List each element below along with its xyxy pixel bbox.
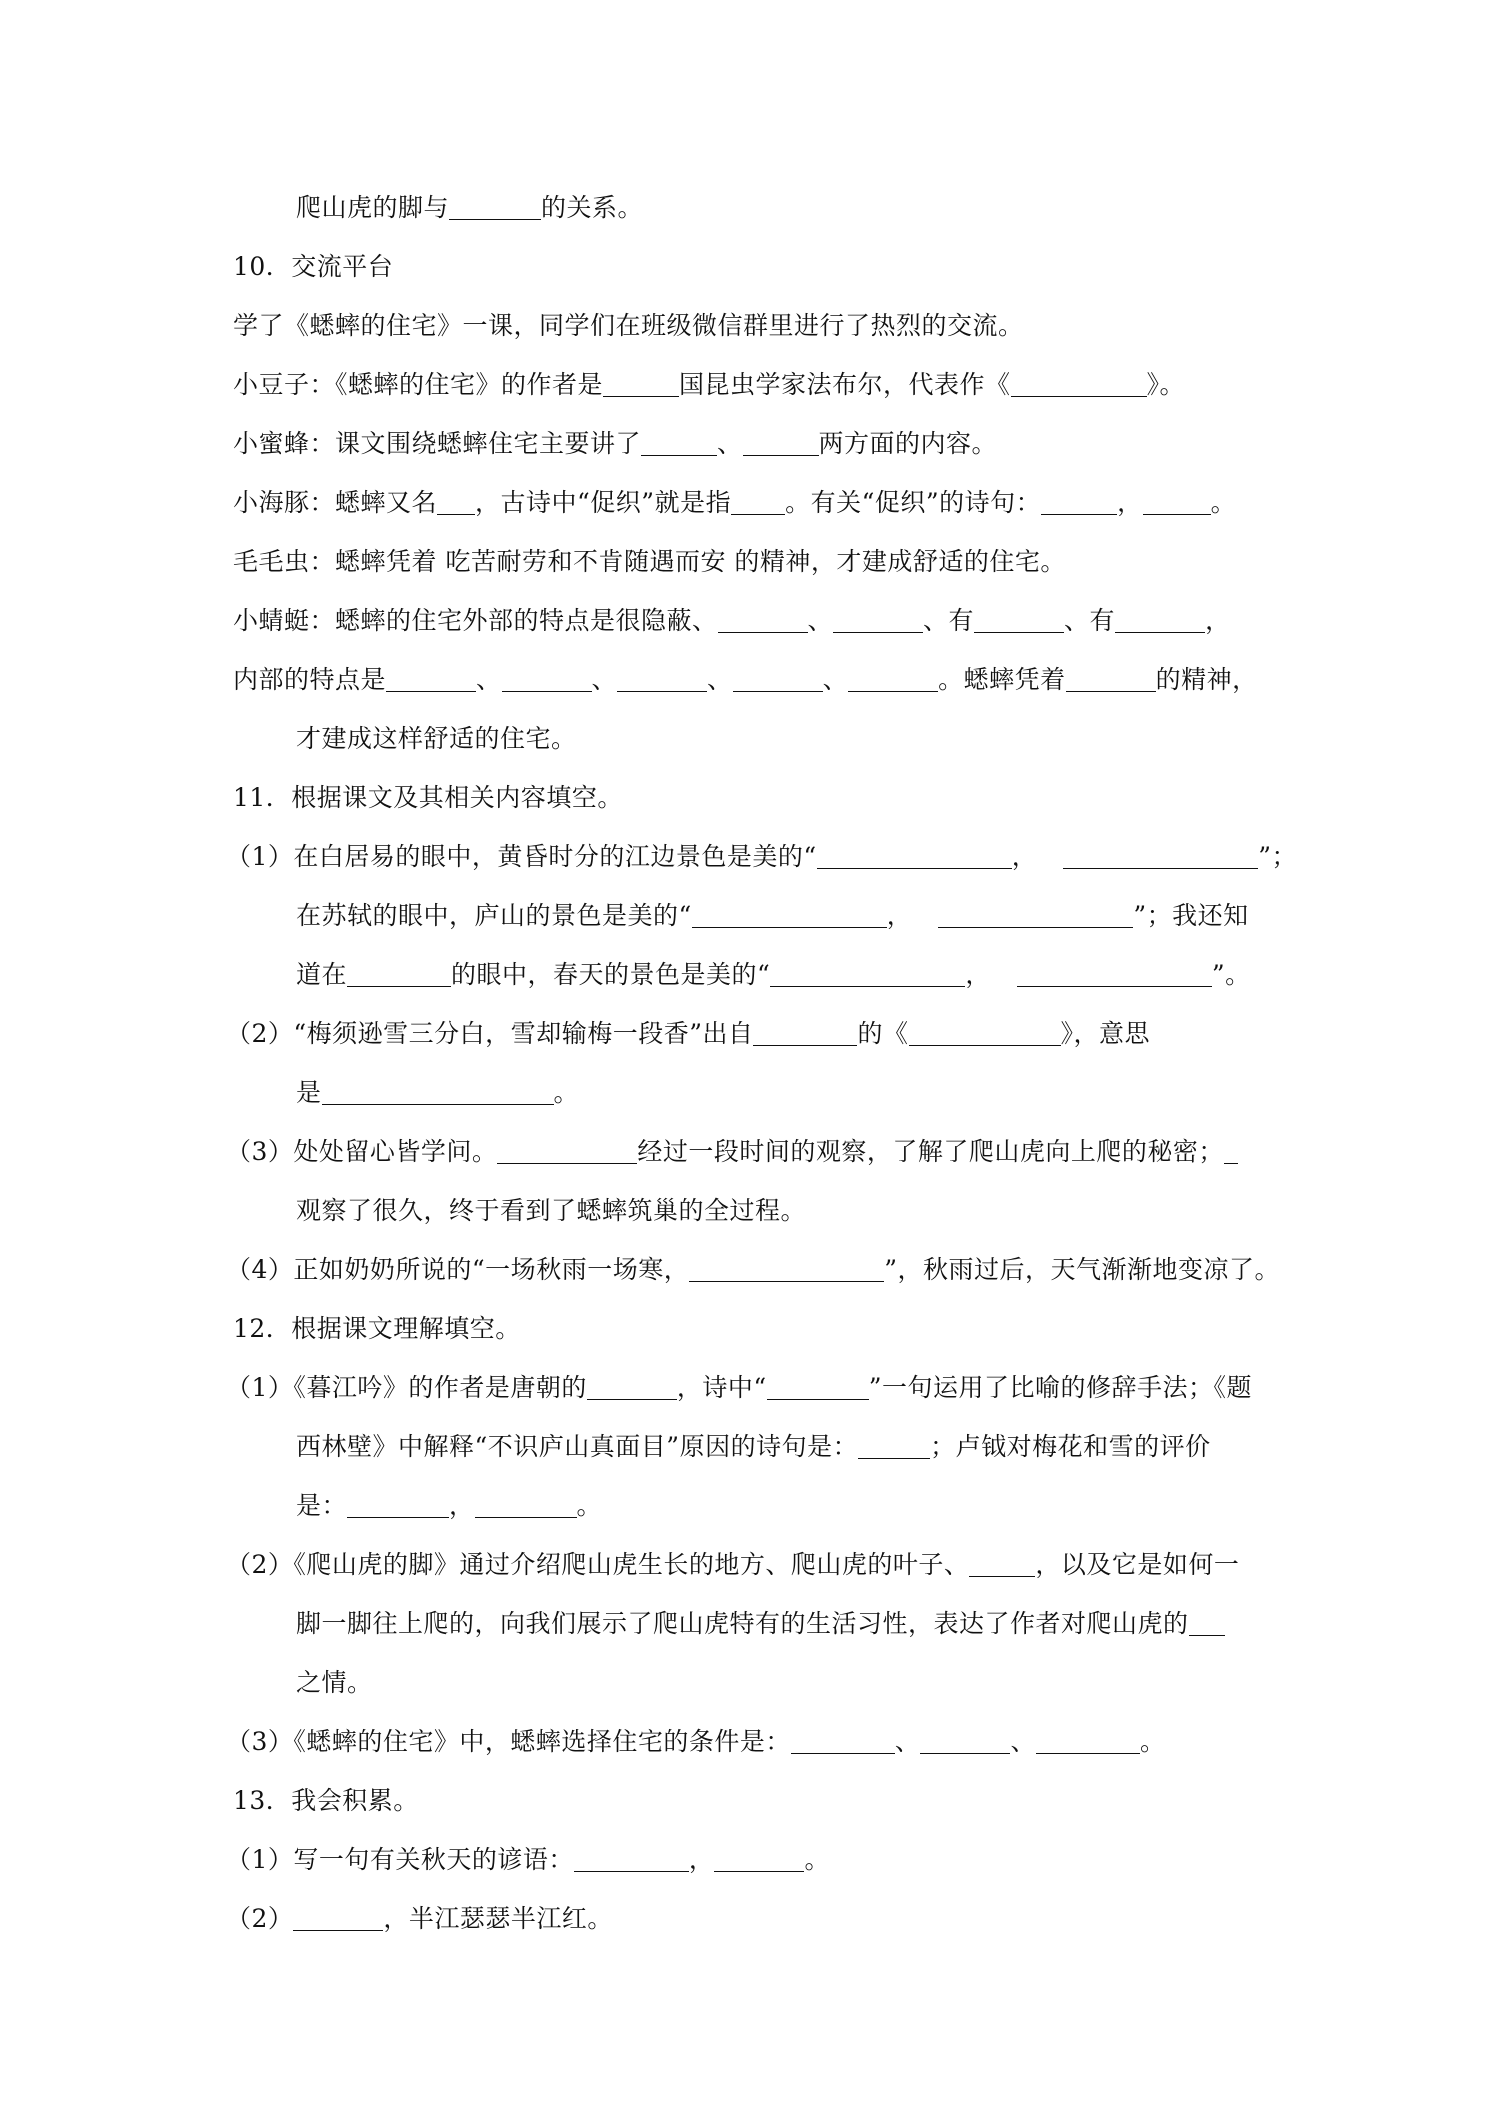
text: 两方面的内容。 (818, 429, 998, 458)
text-line (296, 896, 1278, 936)
text: ，古诗中“促织”就是指 (475, 488, 732, 517)
text: （1）《暮江吟》的作者是唐朝的 (226, 1373, 587, 1402)
text: ；卢钺对梅花和雪的评价 (930, 1432, 1211, 1461)
text-line: 观察了很久，终于看到了蟋蟀筑巢的全过程。 (296, 1196, 807, 1225)
blank[interactable] (449, 191, 541, 220)
text: （2） (226, 1904, 294, 1933)
text: 的眼中，春天的景色是美的“ (451, 960, 771, 989)
blank[interactable] (1041, 486, 1117, 515)
text: （1）在白居易的眼中，黄昏时分的江边景色是美的“ (226, 842, 817, 871)
text: 是： (296, 1491, 348, 1520)
text: 小蜻蜓：蟋蟀的住宅外部的特点是很隐蔽、 (233, 606, 718, 635)
blank[interactable] (767, 1371, 869, 1400)
text: 、 (822, 665, 849, 694)
blank[interactable] (974, 604, 1064, 633)
text: ， (449, 1491, 475, 1520)
blank[interactable] (347, 1489, 449, 1518)
blank[interactable] (938, 899, 1133, 928)
blank[interactable] (1224, 1135, 1238, 1164)
text: ，半江瑟瑟半江红。 (383, 1904, 613, 1933)
text: ”一句运用了比喻的修辞手法；《题 (868, 1373, 1252, 1402)
blank[interactable] (574, 1843, 689, 1872)
text: （2）《爬山虎的脚》通过介绍爬山虎生长的地方、爬山虎的叶子、 (226, 1550, 970, 1579)
text: 、 (707, 665, 733, 694)
text: 道在 (296, 960, 348, 989)
text: 、 (717, 429, 743, 458)
text: 是 (296, 1078, 322, 1107)
blank[interactable] (733, 663, 823, 692)
text-line (226, 837, 1297, 877)
question-13-title: 13．我会积累。 (233, 1786, 419, 1815)
text-line (296, 1604, 1278, 1644)
text-line (233, 424, 1278, 464)
text: 的精神， (1155, 665, 1258, 694)
text-line (233, 483, 1278, 523)
blank[interactable] (753, 1017, 857, 1046)
blank[interactable] (731, 486, 785, 515)
text-line (233, 601, 1278, 641)
text-line (296, 188, 1278, 228)
text: 。 (576, 1491, 603, 1520)
blank[interactable] (587, 1371, 677, 1400)
text-line (226, 1840, 1278, 1880)
text-line (226, 1132, 1278, 1172)
text: 。 (804, 1845, 830, 1874)
text-line (226, 1545, 1278, 1585)
text: ， (965, 960, 991, 989)
text: 小豆子：《蟋蟀的住宅》的作者是 (233, 370, 604, 399)
text-line (226, 1722, 1278, 1762)
blank[interactable] (1017, 958, 1212, 987)
blank[interactable] (1066, 663, 1156, 692)
text: ，诗中“ (676, 1373, 767, 1402)
text: ”，秋雨过后，天气渐渐地变凉了。 (884, 1255, 1280, 1284)
blank[interactable] (791, 1725, 895, 1754)
text: 小海豚：蟋蟀又名 (233, 488, 438, 517)
text: 》。 (1146, 370, 1186, 399)
text-line (226, 1899, 1278, 1939)
text-line (296, 955, 1278, 995)
blank[interactable] (322, 1076, 554, 1105)
text-line: 学了《蟋蟀的住宅》一课，同学们在班级微信群里进行了热烈的交流。 (233, 311, 1024, 340)
text: ， (1205, 606, 1231, 635)
text-line (226, 1250, 1278, 1290)
question-10-title: 10．交流平台 (233, 252, 394, 281)
text: ， (1011, 842, 1038, 871)
blank[interactable] (1115, 604, 1205, 633)
text: ，以及它是如何一 (1035, 1550, 1240, 1579)
blank[interactable] (502, 663, 592, 692)
blank[interactable] (1036, 1725, 1140, 1754)
text-line (226, 1014, 1278, 1054)
text-line (296, 1073, 1278, 1113)
text: （2）“梅须逊雪三分白，雪却输梅一段香”出自 (226, 1019, 754, 1048)
blank[interactable] (603, 368, 679, 397)
text: 。有关“促织”的诗句： (785, 488, 1042, 517)
text: 、有 (923, 606, 975, 635)
text: 、 (894, 1727, 921, 1756)
text: 。蟋蟀凭着 (938, 665, 1066, 694)
text: （3）处处留心皆学问。 (226, 1137, 498, 1166)
text-line: 之情。 (296, 1668, 373, 1697)
text: 。 (1139, 1727, 1166, 1756)
text: 、 (591, 665, 618, 694)
blank[interactable] (641, 427, 717, 456)
blank[interactable] (692, 899, 887, 928)
blank[interactable] (858, 1430, 930, 1459)
text-line (296, 1427, 1278, 1467)
question-12-title: 12．根据课文理解填空。 (233, 1314, 521, 1343)
blank[interactable] (969, 1548, 1035, 1577)
question-11-title: 11．根据课文及其相关内容填空。 (233, 783, 623, 812)
text-line: 毛毛虫：蟋蟀凭着 吃苦耐劳和不肯随遇而安 的精神，才建成舒适的住宅。 (233, 547, 1066, 576)
blank[interactable] (833, 604, 923, 633)
blank[interactable] (1189, 1607, 1225, 1636)
text: 小蜜蜂：课文围绕蟋蟀住宅主要讲了 (233, 429, 642, 458)
text: ， (688, 1845, 715, 1874)
text: （3）《蟋蟀的住宅》中，蟋蟀选择住宅的条件是： (226, 1727, 791, 1756)
blank[interactable] (293, 1902, 383, 1931)
text: ”；我还知 (1133, 901, 1249, 930)
text: ， (886, 901, 913, 930)
text: 。 (553, 1078, 580, 1107)
blank[interactable] (347, 958, 451, 987)
text: 的关系。 (541, 193, 644, 222)
text: ”。 (1211, 960, 1251, 989)
blank[interactable] (770, 958, 965, 987)
blank[interactable] (475, 1489, 577, 1518)
blank[interactable] (1143, 486, 1211, 515)
text-line (296, 1486, 1278, 1526)
blank[interactable] (689, 1253, 884, 1282)
blank[interactable] (718, 604, 808, 633)
blank[interactable] (743, 427, 819, 456)
text: 爬山虎的脚与 (296, 193, 450, 222)
text-line: 才建成这样舒适的住宅。 (296, 724, 577, 753)
blank[interactable] (497, 1135, 637, 1164)
blank[interactable] (920, 1725, 1010, 1754)
text-line (233, 660, 1278, 700)
text: 西林壁》中解释“不识庐山真面目”原因的诗句是： (296, 1432, 859, 1461)
text-line (226, 1368, 1278, 1408)
text: ， (1117, 488, 1143, 517)
text: 、有 (1064, 606, 1116, 635)
text: ”； (1258, 842, 1297, 871)
text: 经过一段时间的观察，了解了爬山虎向上爬的秘密； (637, 1137, 1224, 1166)
text: 、 (807, 606, 834, 635)
blank[interactable] (817, 840, 1012, 869)
blank[interactable] (714, 1843, 804, 1872)
blank[interactable] (437, 486, 475, 515)
blank[interactable] (617, 663, 707, 692)
text: （1）写一句有关秋天的谚语： (226, 1845, 574, 1874)
text: 、 (1010, 1727, 1036, 1756)
blank[interactable] (1011, 368, 1147, 397)
text: 的《 (857, 1019, 909, 1048)
text: 、 (476, 665, 502, 694)
blank[interactable] (909, 1017, 1061, 1046)
text: 内部的特点是 (233, 665, 387, 694)
text: 》，意思 (1060, 1019, 1151, 1048)
blank[interactable] (1063, 840, 1258, 869)
text: 。 (1210, 488, 1237, 517)
text: 国昆虫学家法布尔，代表作《 (679, 370, 1011, 399)
text: （4）正如奶奶所说的“一场秋雨一场寒， (226, 1255, 690, 1284)
blank[interactable] (848, 663, 938, 692)
text-line (233, 365, 1278, 405)
text: 脚一脚往上爬的，向我们展示了爬山虎特有的生活习性，表达了作者对爬山虎的 (296, 1609, 1189, 1638)
blank[interactable] (386, 663, 476, 692)
text: 在苏轼的眼中，庐山的景色是美的“ (296, 901, 692, 930)
